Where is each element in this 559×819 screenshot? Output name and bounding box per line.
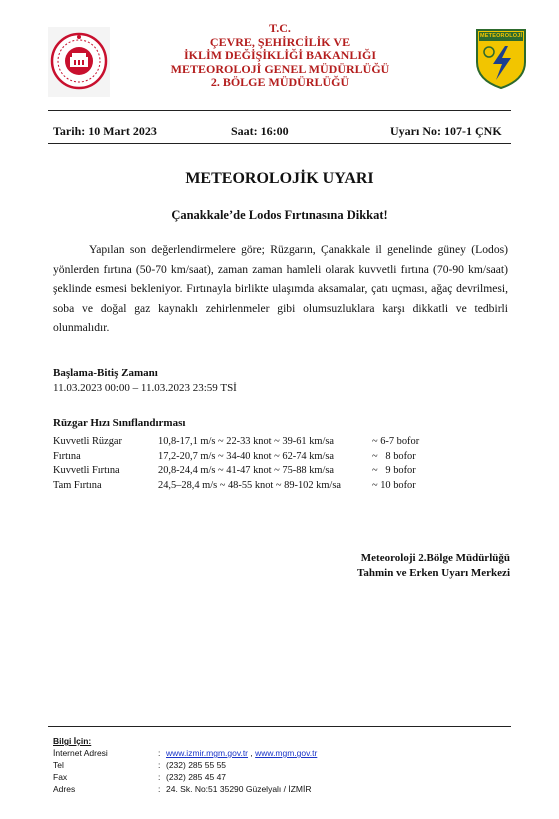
footer-label: Tel [53,760,64,770]
wind-class-range: 24,5–28,4 m/s ~ 48-55 knot ~ 89-102 km/sa [158,479,341,491]
wind-class-table [53,436,419,494]
footer-row-fax [53,771,503,783]
org-line-4: METEOROLOJİ GENEL MÜDÜRLÜĞÜ [170,61,390,76]
org-header [120,22,440,90]
wind-class-bofor: ~ 8 bofor [372,450,416,462]
wind-class-name: Kuvvetli Rüzgar [53,436,122,447]
footer-sep: : [158,748,161,758]
footer-tel-value: (232) 285 55 55 [166,760,227,770]
wind-class-range: 17,2-20,7 m/s ~ 34-40 knot ~ 62-74 km/sa [158,450,335,462]
meta-warning-no: Uyarı No: 107-1 ÇNK [390,124,502,138]
org-line-2: ÇEVRE, ŞEHİRCİLİK VE [209,34,351,49]
page-title: METEOROLOJİK UYARI [185,170,374,187]
mgm-logo-text: METEOROLOJİ [480,33,523,39]
signature-line-1: Meteoroloji 2.Bölge Müdürlüğü [360,552,510,564]
footer-row-address [53,783,503,795]
org-line-3: İKLİM DEĞİŞİKLİĞİ BAKANLIĞI [183,48,377,62]
table-row [53,465,419,480]
footer-sep: : [158,784,161,794]
org-line-1: T.C. [269,21,291,35]
footer-label: Adres [53,784,76,794]
link-mgm[interactable]: www.mgm.gov.tr [255,748,318,758]
warning-body: Yapılan son değerlendirmelere göre; Rüzgarın, Çanakkale il genelinde güney (Lodos) yönlerden fırtına (50-70 km/saat), zaman zaman hamleli olarak kuvvetli fırtına (70-90 km/saat) şeklinde esmesi bekleniyor. Fırtınayla birlikte ulaşımda aksamalar, çatı uçması, ağaç devrilmesi, soba ve doğal gaz kaynaklı zehirlenmeler gibi olumsuzluklara karşı dikkatli ve tedbirli olunmalıdır. [53,243,508,334]
warning-subtitle: Çanakkale’de Lodos Fırtınasına Dikkat! [171,208,388,222]
footer-label: Fax [53,772,68,782]
wind-class-title: Rüzgar Hızı Sınıflandırması [53,417,186,429]
wind-class-name: Kuvvetli Fırtına [53,465,120,476]
mgm-logo [475,28,527,90]
org-line-5: 2. BÖLGE MÜDÜRLÜĞÜ [210,75,350,89]
footer-fax-value: (232) 285 45 47 [166,772,227,782]
footer-contact [53,735,503,795]
wind-class-range: 20,8-24,4 m/s ~ 41-47 knot ~ 75-88 km/sa [158,465,335,476]
table-row [53,480,419,495]
meta-date: Tarih: 10 Mart 2023 [53,124,157,138]
footer-heading: Bilgi İçin: [53,736,92,746]
meta-time: Saat: 16:00 [231,124,289,138]
table-row [53,436,419,451]
footer-row-web [53,747,503,759]
wind-class-name: Fırtına [53,450,81,462]
wind-class-bofor: ~ 9 bofor [372,465,416,476]
footer-address-value: 24. Sk. No:51 35290 Güzelyalı / İZMİR [166,784,312,794]
footer-sep: : [158,772,161,782]
meta-rule [48,143,511,144]
wind-class-bofor: ~ 10 bofor [372,479,416,491]
wind-class-bofor: ~ 6-7 bofor [372,436,420,447]
wind-class-range: 10,8-17,1 m/s ~ 22-33 knot ~ 39-61 km/sa [158,436,335,447]
header-rule [48,110,511,111]
footer-rule [48,726,511,727]
period-value: 11.03.2023 00:00 – 11.03.2023 23:59 TSİ [53,382,237,394]
signature [330,551,510,580]
period-label: Başlama-Bitiş Zamanı [53,367,158,379]
footer-link-separator: , [248,748,256,758]
footer-sep: : [158,760,161,770]
signature-line-2: Tahmin ve Erken Uyarı Merkezi [357,566,510,579]
wind-class-name: Tam Fırtına [53,479,102,491]
ministry-logo [48,27,110,97]
footer-label: İnternet Adresi [53,748,108,758]
link-izmir-mgm[interactable]: www.izmir.mgm.gov.tr [166,748,249,758]
footer-row-tel [53,759,503,771]
table-row [53,451,419,466]
